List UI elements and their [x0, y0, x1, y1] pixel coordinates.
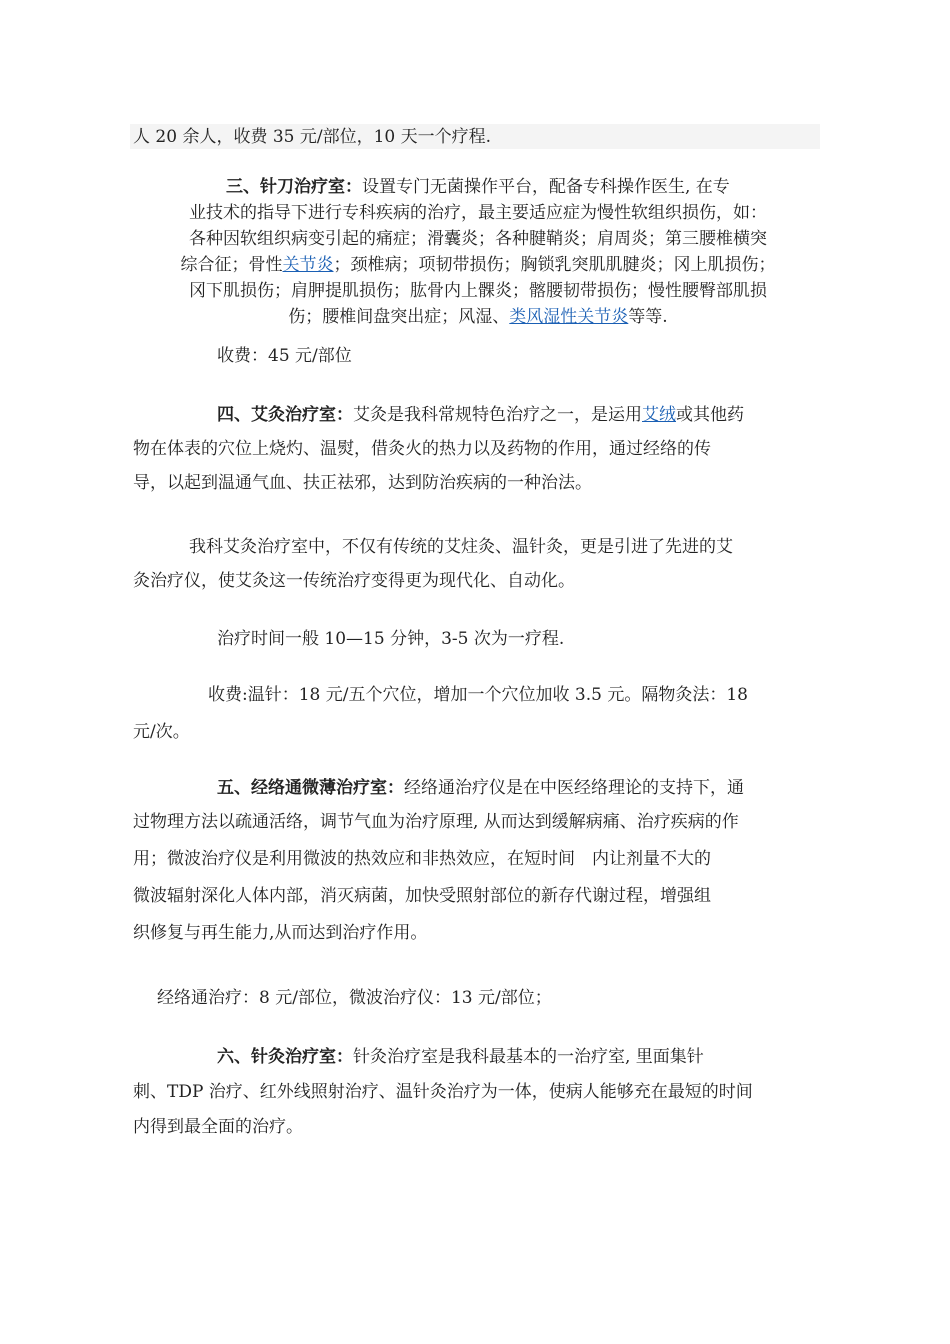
section-6-heading: 六、针灸治疗室：: [217, 1047, 353, 1067]
moxa-wool-link[interactable]: 艾绒: [642, 405, 676, 425]
section-3-heading: 三、针刀治疗室：: [226, 177, 362, 197]
section-4-time: [217, 626, 564, 652]
section-4-text: 或其他药: [676, 405, 744, 425]
section-5-line-3: 用；微波治疗仪是利用微波的热效应和非热效应，在短时间 内让剂量不大的: [133, 849, 711, 869]
fee-line: 经络通治疗：8 元/部位，微波治疗仪：13 元/部位；: [157, 988, 552, 1008]
section-5-line-4: 微波辐射深化人体内部，消灭病菌，加快受照射部位的新存代谢过程，增强组: [133, 886, 711, 906]
section-4-line-1: [133, 400, 744, 430]
section-3-line-1: [133, 174, 823, 200]
section-6-text: 针灸治疗室是我科最基本的一治疗室, 里面集针: [353, 1047, 704, 1067]
fee-line-1: 收费:温针：18 元/五个穴位，增加一个穴位加收 3.5 元。隔物灸法：18: [208, 685, 748, 705]
intro-line: 人 20 余人，收费 35 元/部位，10 天一个疗程.: [133, 127, 492, 147]
rheumatoid-arthritis-link[interactable]: 类风湿性关节炎: [509, 307, 629, 327]
section-4-p2-line-1: 我科艾灸治疗室中，不仅有传统的艾炷灸、温针灸，更是引进了先进的艾: [189, 537, 733, 557]
section-needle-knife: [133, 174, 823, 330]
section-3-fee: [217, 343, 352, 369]
section-3-line-3: 各种因软组织病变引起的痛症；滑囊炎；各种腱鞘炎；肩周炎；第三腰椎横突: [189, 229, 767, 249]
section-3-text: 综合征；骨性: [180, 255, 283, 275]
section-4-p2-line-2: 灸治疗仪，使艾灸这一传统治疗变得更为现代化、自动化。: [133, 571, 575, 591]
section-3-text: 等等.: [628, 307, 668, 327]
section-5-line-2: 过物理方法以疏通活络，调节气血为治疗原理, 从而达到缓解病痛、治疗疾病的作: [133, 812, 739, 832]
section-moxibustion: [133, 400, 744, 498]
section-3-line-4: [133, 252, 823, 278]
section-5-text: 经络通治疗仪是在中医经络理论的支持下，通: [404, 778, 744, 798]
section-4-fee: [133, 682, 748, 756]
section-6-line-3: 内得到最全面的治疗。: [133, 1117, 303, 1137]
section-4-text: 艾灸是我科常规特色治疗之一，是运用: [353, 405, 642, 425]
section-3-text: 设置专门无菌操作平台，配备专科操作医生, 在专: [362, 177, 730, 197]
section-3-line-5: 冈下肌损伤；肩胛提肌损伤；肱骨内上髁炎；髂腰韧带损伤；慢性腰臀部肌损: [189, 281, 767, 301]
section-5-line-1: [133, 772, 744, 804]
section-5-heading: 五、经络通微薄治疗室：: [217, 778, 404, 798]
section-4-paragraph-2: [133, 532, 733, 600]
section-meridian-microwave: [133, 772, 744, 952]
arthritis-link[interactable]: 关节炎: [282, 255, 334, 275]
section-6-line-1: [133, 1042, 753, 1072]
section-6-line-2: 刺、TDP 治疗、红外线照射治疗、温针灸治疗为一体，使病人能够充在最短的时间: [133, 1082, 753, 1102]
section-5-line-5: 织修复与再生能力,从而达到治疗作用。: [133, 923, 428, 943]
section-3-line-6: [133, 304, 823, 330]
section-3-text: 伤；腰椎间盘突出症；风湿、: [288, 307, 510, 327]
fee-line: 收费：45 元/部位: [217, 346, 352, 366]
intro-paragraph: [133, 124, 491, 150]
section-4-heading: 四、艾灸治疗室：: [217, 405, 353, 425]
treatment-time: 治疗时间一般 10—15 分钟，3-5 次为一疗程.: [217, 629, 565, 649]
section-5-fee: [157, 985, 552, 1011]
section-4-line-3: 导，以起到温通气血、扶正祛邪，达到防治疾病的一种治法。: [133, 473, 592, 493]
section-3-line-2: 业技术的指导下进行专科疾病的治疗，最主要适应症为慢性软组织损伤，如：: [189, 203, 767, 223]
section-3-text: ；颈椎病；项韧带损伤；胸锁乳突肌肌腱炎；冈上肌损伤；: [333, 255, 776, 275]
fee-line-2: 元/次。: [133, 722, 190, 742]
section-acupuncture: [133, 1042, 753, 1142]
section-4-line-2: 物在体表的穴位上烧灼、温熨，借灸火的热力以及药物的作用，通过经络的传: [133, 439, 711, 459]
